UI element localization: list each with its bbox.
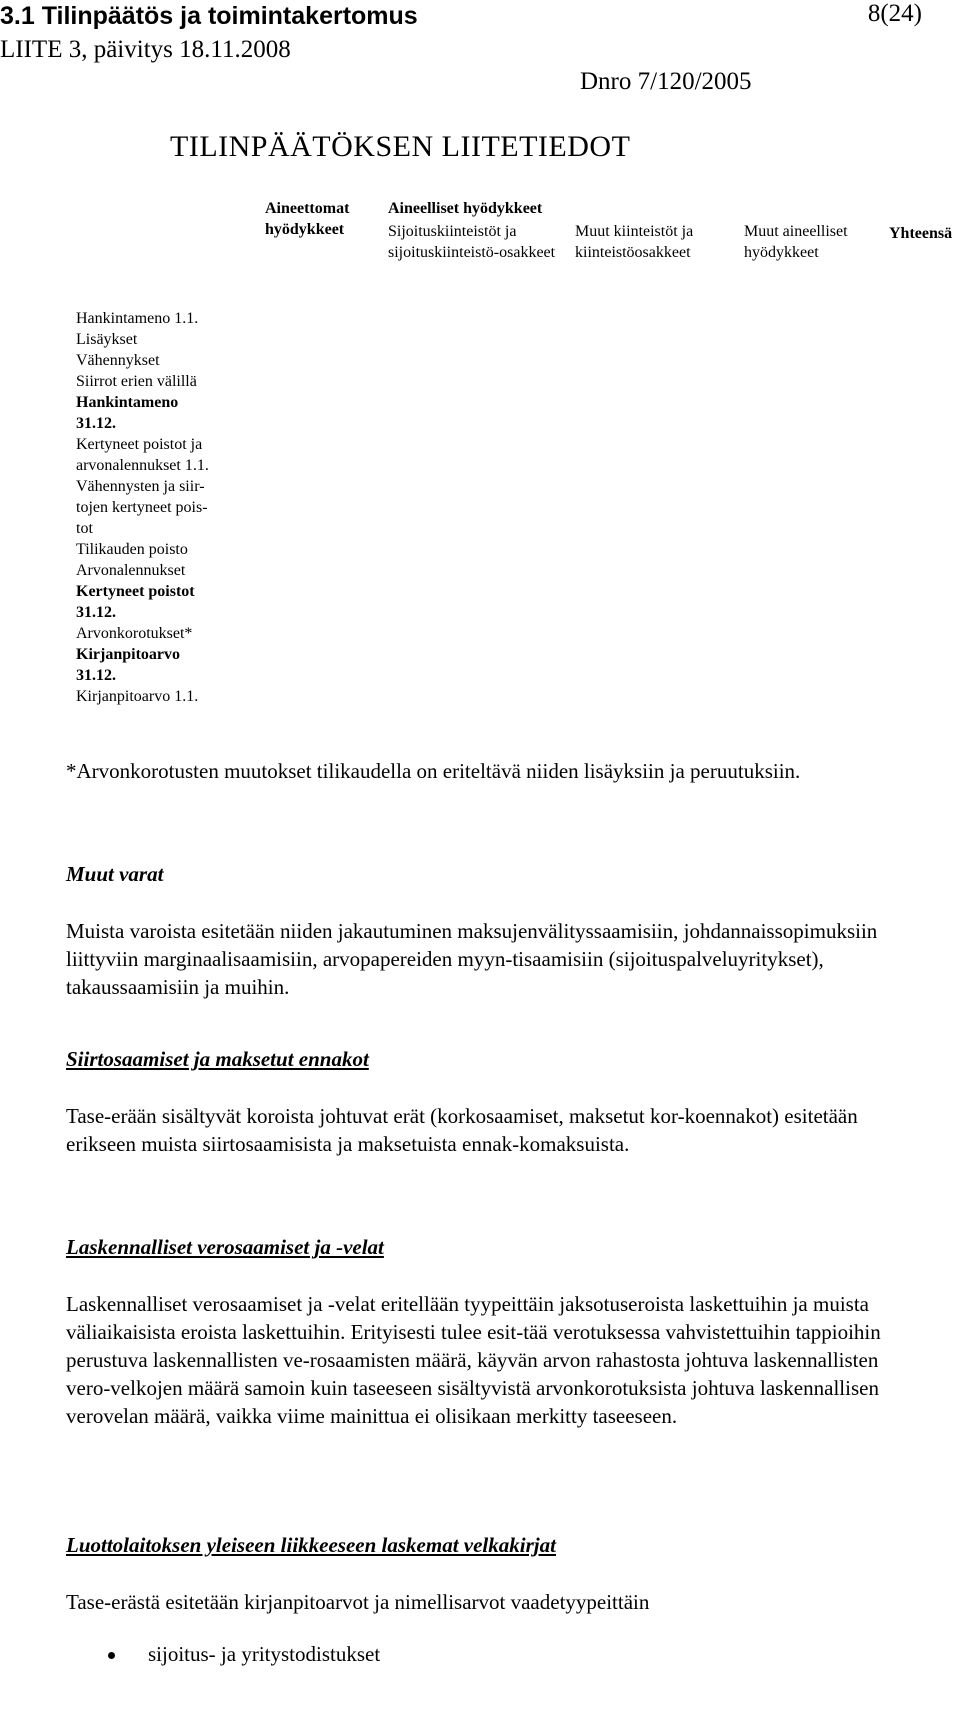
column-header-intangible: Aineettomat hyödykkeet (265, 200, 350, 238)
column-header-total: Yhteensä (889, 225, 953, 242)
table-row-label: Arvonalennukset (76, 562, 186, 579)
table-row-label: 31.12. (76, 667, 116, 684)
heading-accrued-income: Siirtosaamiset ja maksetut ennakot (66, 1047, 369, 1071)
heading-debt-securities: Luottolaitoksen yleiseen liikkeeseen laskemat velkakirjat (66, 1533, 556, 1557)
list-item: sijoitus- ja yritystodistukset (148, 1642, 381, 1666)
table-row-label: Hankintameno (76, 394, 179, 411)
table-row-labels (76, 308, 256, 707)
table-row-label: 31.12. (76, 415, 116, 432)
table-row-label: Hankintameno 1.1. (76, 310, 199, 327)
heading-other-assets: Muut varat (66, 862, 164, 886)
column-header-other-tangible: Muut aineelliset hyödykkeet (744, 223, 848, 261)
revaluation-footnote: *Arvonkorotusten muutokset tilikaudella on eriteltävä niiden lisäyksiin ja peruutuksiin. (66, 759, 801, 783)
section-title: 3.1 Tilinpäätös ja toimintakertomus (0, 2, 418, 30)
table-row-label: arvonalennukset 1.1. (76, 457, 209, 474)
paragraph-debt-securities: Tase-erästä esitetään kirjanpitoarvot ja nimellisarvot vaadetyypeittäin (66, 1590, 650, 1614)
table-row-label: Lisäykset (76, 331, 138, 348)
bullet-icon (108, 1652, 115, 1659)
table-row-label: Tilikauden poisto (76, 541, 188, 558)
paragraph-deferred-taxes: Laskennalliset verosaamiset ja -velat eritellään tyypeittäin jaksotuseroista laskettuihin ja muista väliaikaisista eroista laskettuihin. Erityisesti tulee esit-tää verotuksessa vahvistettuihin tappioihin perustuva laskennallisten ve-rosaamisten määrä, käyvän arvon rahastosta johtuva laskennallisten vero-velkojen määrä samoin kuin taseeseen sisältyvistä arvonkorotuksista johtuva laskennallisen verovelan määrä, vaikka viime mainittua ei olisikaan merkitty taseeseen. (66, 1292, 881, 1428)
document-title: TILINPÄÄTÖKSEN LIITETIEDOT (170, 130, 631, 163)
heading-deferred-taxes: Laskennalliset verosaamiset ja -velat (66, 1235, 384, 1259)
page-number: 8(24) (867, 0, 922, 27)
table-row-label: Vähennysten ja siir- (76, 478, 205, 495)
table-row-label: Arvonkorotukset* (76, 625, 193, 642)
column-header-investment-properties: Sijoituskiinteistöt ja sijoituskiinteistö-osakkeet (388, 223, 556, 261)
table-row-label: Kirjanpitoarvo 1.1. (76, 688, 199, 705)
table-row-label: Siirrot erien välillä (76, 373, 197, 390)
column-header-tangible: Aineelliset hyödykkeet (388, 200, 543, 217)
appendix-line: LIITE 3, päivitys 18.11.2008 (0, 36, 291, 63)
record-number: Dnro 7/120/2005 (580, 68, 752, 95)
table-row-label: Kertyneet poistot (76, 583, 195, 600)
table-row-label: 31.12. (76, 604, 116, 621)
table-row-label: tot (76, 520, 93, 537)
paragraph-other-assets: Muista varoista esitetään niiden jakautuminen maksujenvälityssaamisiin, johdannaissopimuksiin liittyviin marginaalisaamisiin, arvopapereiden myyn-tisaamisiin (sijoituspalveluyritykset), takaussaamisiin ja muihin. (66, 919, 878, 999)
table-row-label: Kertyneet poistot ja (76, 436, 203, 453)
table-row-label: Vähennykset (76, 352, 160, 369)
column-header-other-properties: Muut kiinteistöt ja kiinteistöosakkeet (575, 223, 694, 261)
table-row-label: tojen kertyneet pois- (76, 499, 208, 516)
table-row-label: Kirjanpitoarvo (76, 646, 180, 663)
paragraph-accrued-income: Tase-erään sisältyvät koroista johtuvat erät (korkosaamiset, maksetut kor-koennakot) esitetään erikseen muista siirtosaamisista ja maksetuista ennak-komaksuista. (66, 1104, 858, 1156)
